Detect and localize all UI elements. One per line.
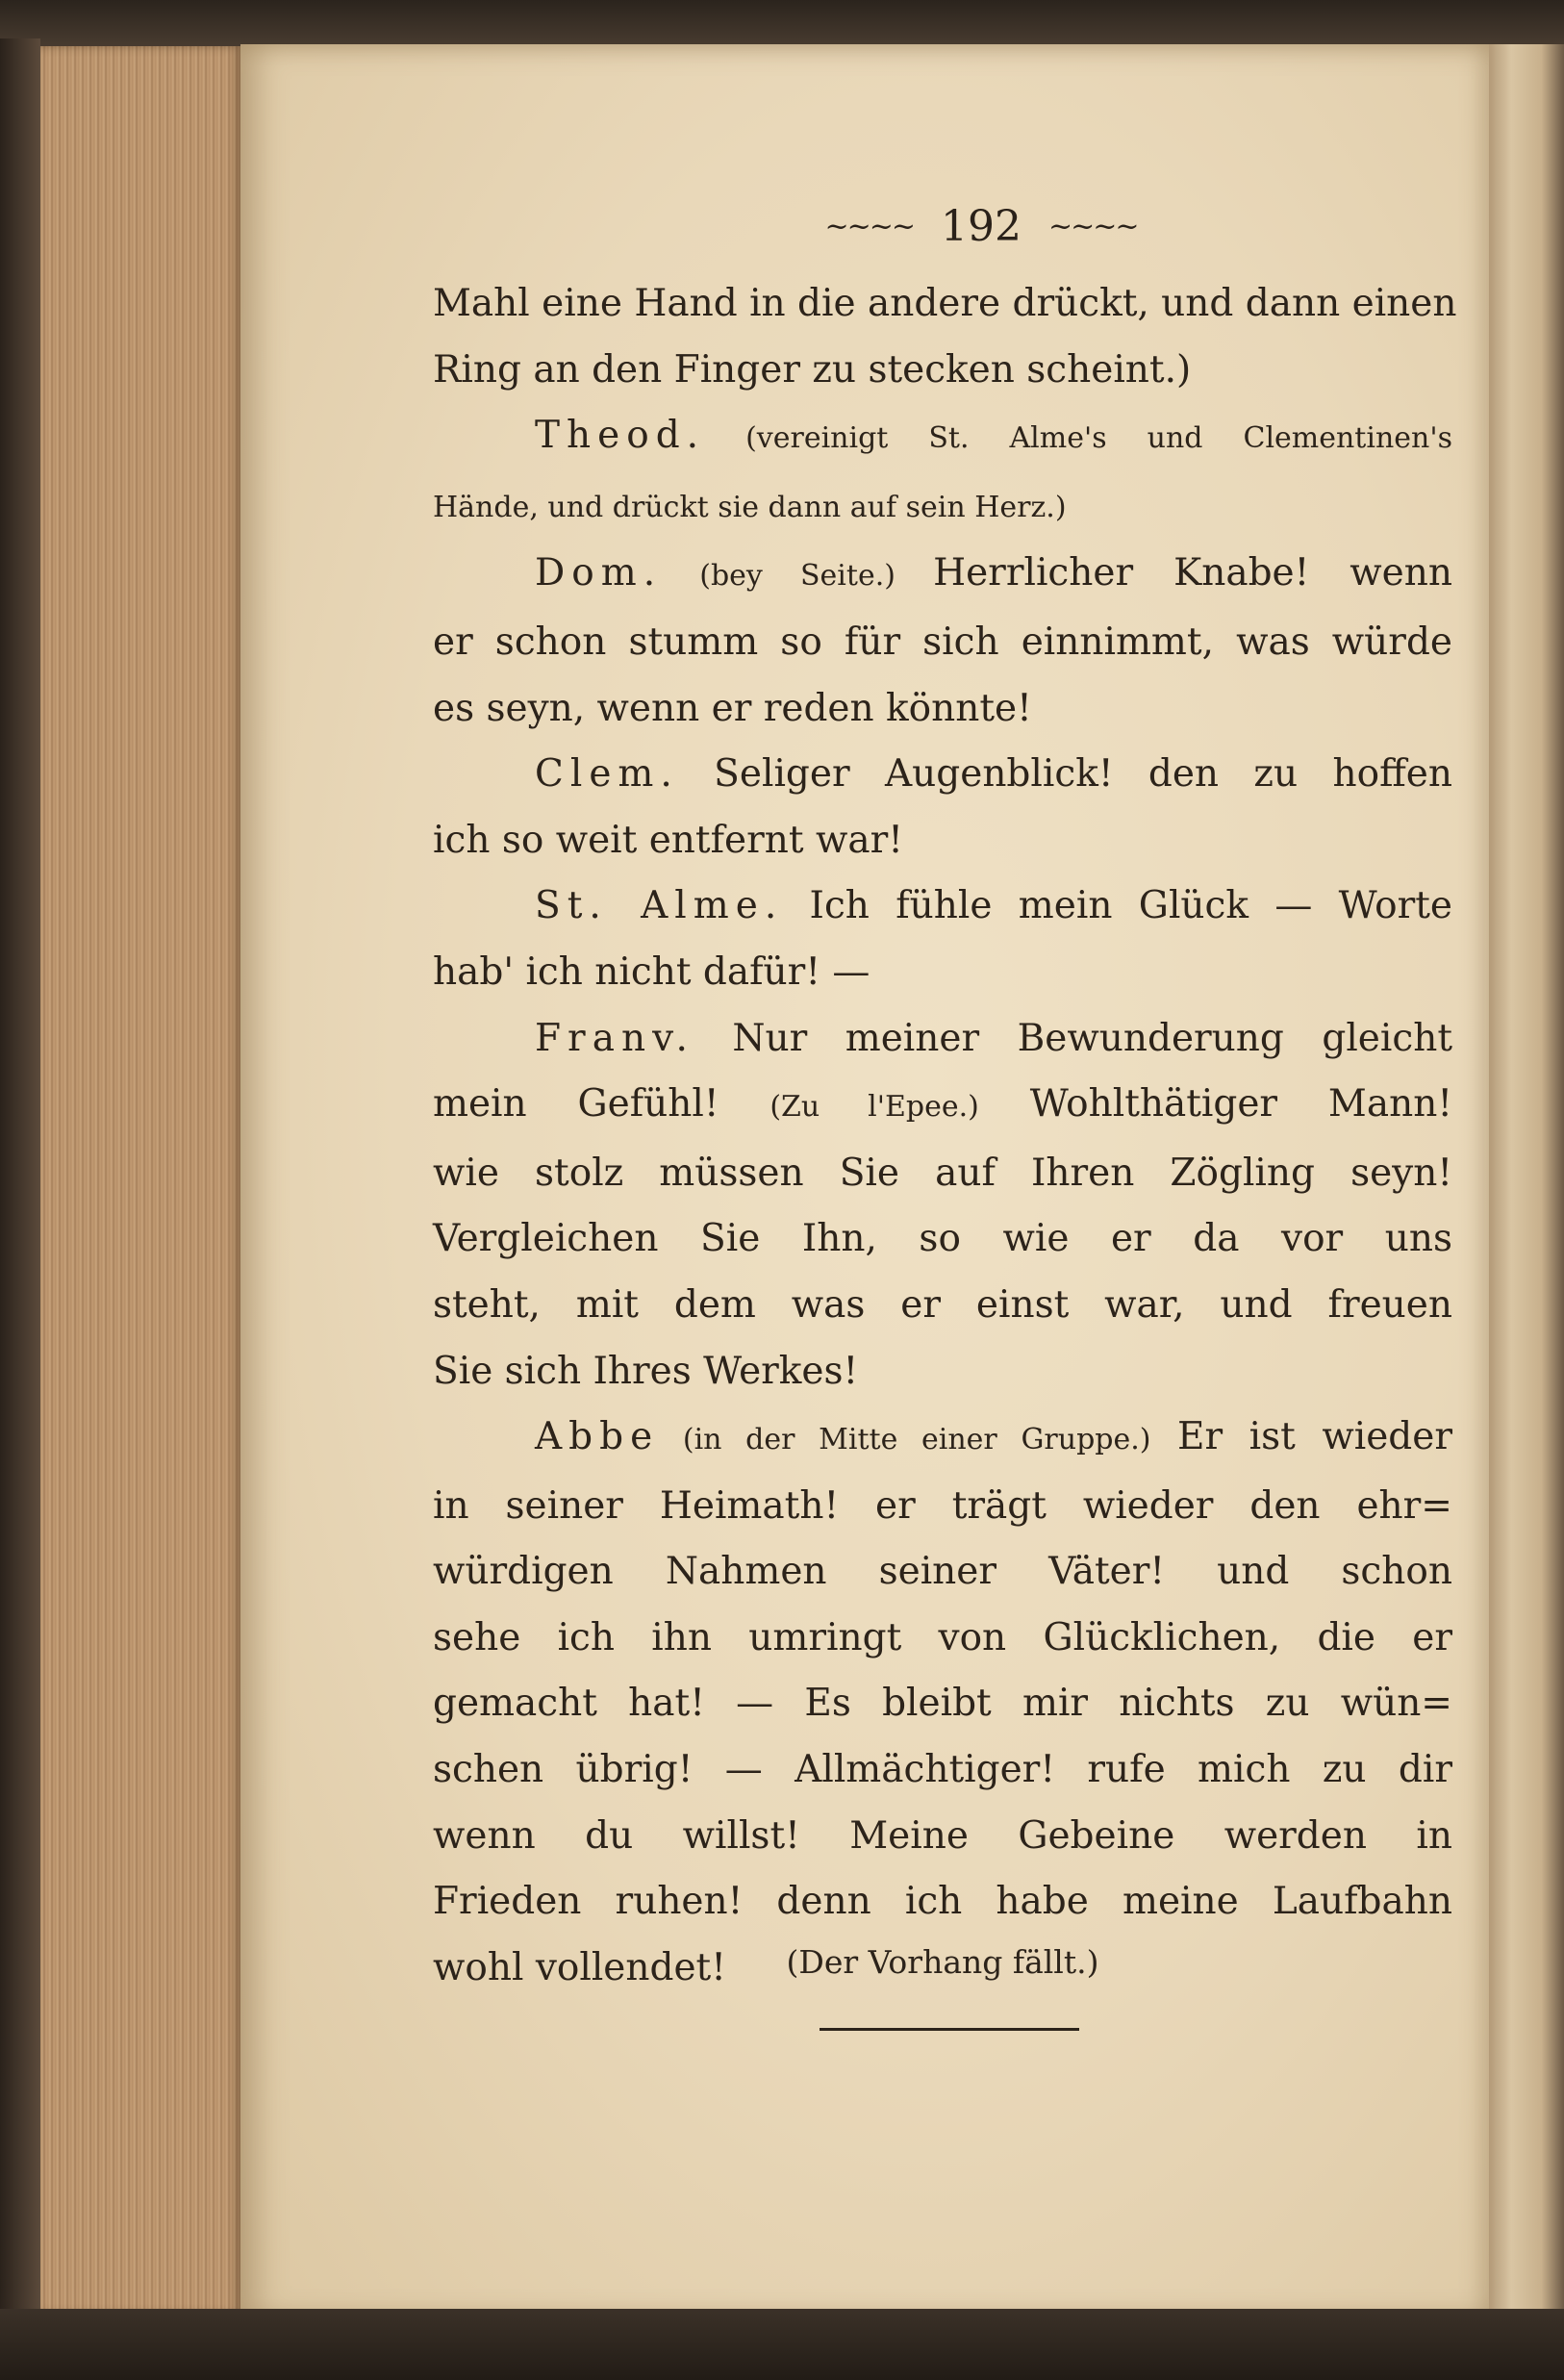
stage-direction: (in der Mitte einer Gruppe.) (659, 1423, 1151, 1457)
text-line: hab' ich nicht dafür! — (433, 949, 870, 994)
page-stack-edge (40, 46, 242, 2315)
text-line: Franv. Nur meiner Bewunderung gleicht (535, 1016, 1452, 1060)
book-cover-bottom (0, 2309, 1564, 2380)
text-line (433, 403, 1452, 472)
text-line: ich so weit entfernt war! (433, 818, 903, 862)
text-line: Mahl eine Hand in die andere drückt, und dann einen (433, 282, 1457, 325)
text-line: Dom. (bey Seite.) Herrlicher Knabe! wenn (535, 551, 1452, 595)
text-line: er schon stumm so für sich einnimmt, was würde (433, 620, 1452, 664)
text-line: Sie sich Ihres Werkes! (433, 1349, 859, 1393)
text-line: wohl vollendet! (433, 1945, 726, 1989)
closing-stage-direction: (Der Vorhang fällt.) (786, 1943, 1099, 1981)
book-cover-left (0, 38, 40, 2318)
speaker-name: Clem. (535, 752, 679, 797)
text-line: gemacht hat! — Es bleibt mir nichts zu wün= (433, 1682, 1452, 1726)
text-line: St. Alme. Ich fühle mein Glück — Worte (535, 884, 1452, 928)
text-line: Abbe (in der Mitte einer Gruppe.) Er ist wieder (535, 1415, 1452, 1459)
stage-direction: (vereinigt St. Alme's und Clementinen's (705, 421, 1452, 456)
text-line (433, 472, 1452, 542)
speaker-name: Franv. (535, 1016, 694, 1060)
header-ornament-left: ~~~~ (824, 209, 914, 243)
stage-direction: Hände, und drückt sie dann auf sein Herz.) (433, 490, 1067, 524)
text-line: sehe ich ihn umringt von Glücklichen, die er (433, 1615, 1452, 1659)
text-line: Clem. Seliger Augenblick! den zu hoffen (535, 752, 1452, 797)
text-line: es seyn, wenn er reden könnte! (433, 686, 1032, 730)
text-line: wenn du willst! Meine Gebeine werden in (433, 1813, 1452, 1858)
stage-direction: (Zu l'Epee.) (769, 1090, 979, 1125)
text-line: schen übrig! — Allmächtiger! rufe mich zu dir (433, 1748, 1452, 1792)
speaker-name: St. Alme. (535, 884, 784, 928)
text-line: würdigen Nahmen seiner Väter! und schon (433, 1550, 1452, 1594)
text-line: mein Gefühl! (Zu l'Epee.) Wohlthätiger Mann! (433, 1082, 1452, 1127)
page-number: 192 (941, 201, 1022, 251)
text-line: Frieden ruhen! denn ich habe meine Laufbahn (433, 1880, 1452, 1924)
text-line: wie stolz müssen Sie auf Ihren Zögling seyn! (433, 1151, 1452, 1195)
text-line: in seiner Heimath! er trägt wieder den ehr= (433, 1483, 1452, 1528)
speaker-name: Theod. (535, 414, 706, 458)
book-cover-top (0, 0, 1564, 50)
speaker-name: Dom. (535, 551, 663, 595)
end-rule (820, 2028, 1079, 2031)
text-line: steht, mit dem was er einst war, und freuen (433, 1282, 1452, 1327)
text-line: Vergleichen Sie Ihn, so wie er da vor uns (433, 1217, 1452, 1261)
header-ornament-right: ~~~~ (1047, 209, 1138, 243)
play-text (433, 271, 1457, 2001)
facing-page-edge (1489, 44, 1564, 2320)
stage-direction: (bey Seite.) (662, 559, 934, 594)
text-line: Ring an den Finger zu stecken scheint.) (433, 347, 1192, 392)
running-header (789, 197, 1173, 255)
speaker-name: Abbe (535, 1415, 660, 1459)
